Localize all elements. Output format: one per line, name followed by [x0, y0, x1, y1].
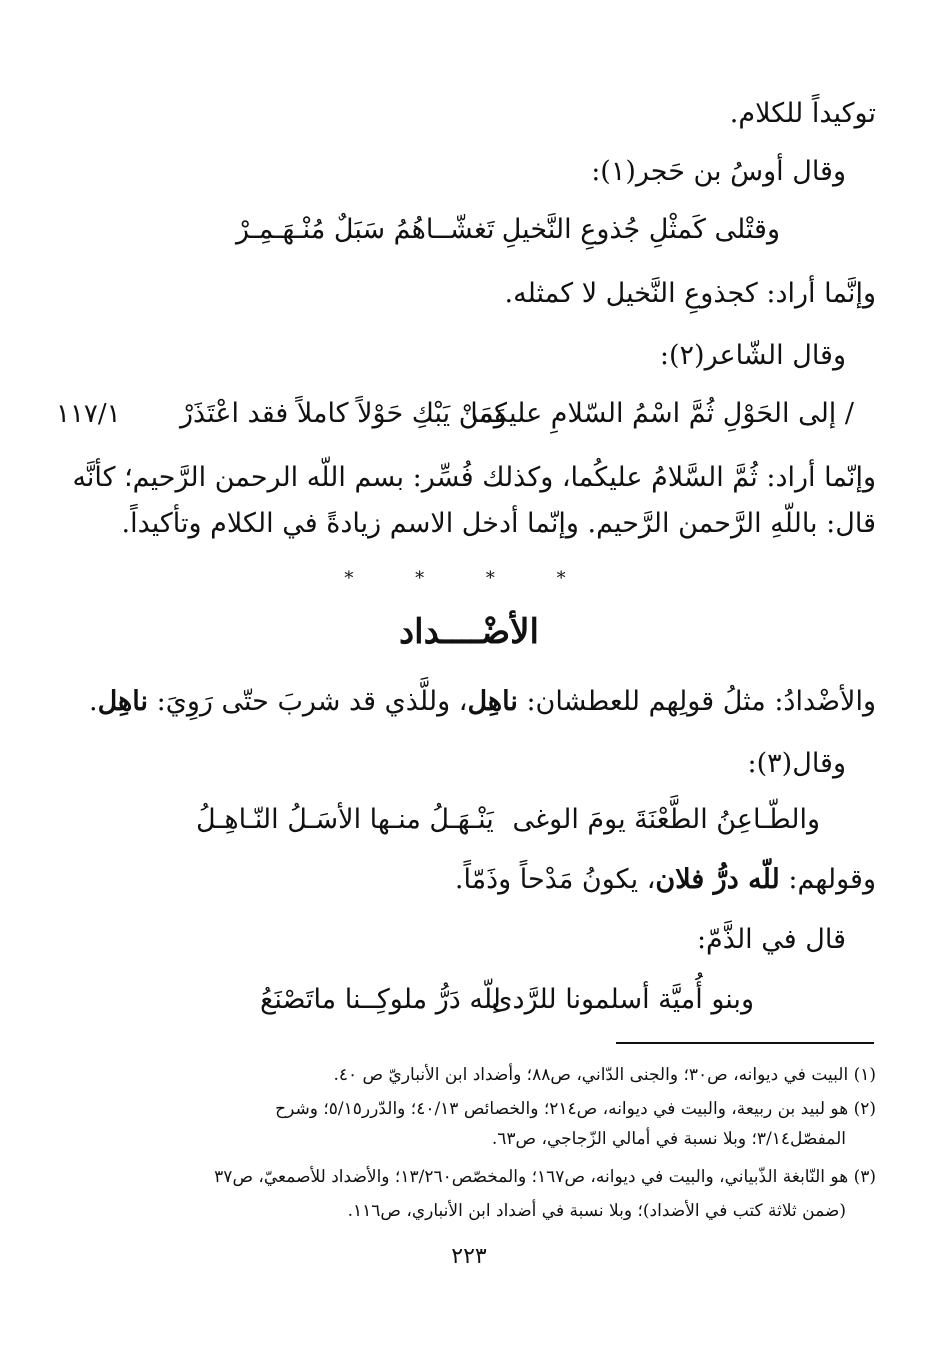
- text-line: وقال الشّاعر(٢):: [659, 340, 846, 371]
- text-line: وإنّما أراد: ثُمَّ السَّلامُ عليكُما، وكذلك فُسِّر: بسم اللّه الرحمن الرَّحيم؛ كأنَّه: [72, 462, 876, 493]
- section-heading: الأضْــــداد: [399, 612, 539, 652]
- text-line: توكيداً للكلام.: [729, 98, 876, 129]
- bold-term: ناهِل: [97, 686, 149, 717]
- verse-hemistich-right: وبنو أُميَّة أسلمونا للرَّدى: [491, 984, 754, 1015]
- text-run: والأضْدادُ: مثلُ قولِهم للعطشان:: [517, 686, 876, 717]
- bold-term: للّه درُّ فلان: [655, 864, 780, 895]
- section-separator: * * * *: [344, 568, 594, 589]
- margin-reference: ١١٧/١: [56, 399, 121, 429]
- text-line: [89, 684, 876, 720]
- text-line: [455, 862, 876, 898]
- footnote: (٣) هو النّابغة الذّبياني، والبيت في ديوانه، ص١٦٧؛ والمخصّص١٣/٢٦٠؛ والأضداد للأصمعيّ، ص٣٧: [214, 1167, 876, 1187]
- verse-hemistich-left: يَنْـهَـلُ منـها الأسَـلُ النّـاهِـلُ: [196, 804, 494, 835]
- text-run: .: [89, 686, 98, 717]
- verse-hemistich-left: وَمَنْ يَبْكِ حَوْلاً كاملاً فقد اعْتَذَرْ: [180, 398, 507, 429]
- text-run: ، وللَّذي قد شربَ حتّى رَوِيَ:: [148, 686, 468, 717]
- text-line: وإنَّما أراد: كجذوعِ النَّخيل لا كمثله.: [504, 278, 876, 309]
- footnote: (٢) هو لبيد بن ربيعة، والبيت في ديوانه، ص٢١٤؛ والخصائص ٤٠/١٣؛ والدّرر٥/١٥؛ وشرح: [275, 1099, 876, 1119]
- verse-hemistich-right: والطّـاعِنُ الطَّعْنَةَ يومَ الوغى: [512, 804, 820, 835]
- footnote-divider: [616, 1042, 874, 1044]
- verse-hemistich-right: / إلى الحَوْلِ ثُمَّ اسْمُ السّلامِ عليكما: [470, 398, 854, 429]
- bold-term: ناهِل: [467, 686, 518, 717]
- text-run: وقولهم:: [779, 864, 876, 895]
- verse-hemistich-left: تَغشّــاهُمُ سَبَلٌ مُنْـهَـمِـرْ: [236, 214, 495, 245]
- footnote: (١) البيت في ديوانه، ص٣٠؛ والجنى الدّاني، ص٨٨؛ وأضداد ابن الأنباريّ ص ٤٠.: [333, 1065, 876, 1085]
- footnote-continuation: المفصّل٣/١٤؛ وبلا نسبة في أمالي الزّجاجي، ص٦٣.: [491, 1129, 846, 1149]
- text-line: قال: باللّهِ الرَّحمن الرَّحيم. وإنّما أدخل الاسم زيادةً في الكلام وتأكيداً.: [121, 508, 876, 539]
- text-run: ، يكونُ مَدْحاً وذَمّاً.: [454, 864, 656, 895]
- verse-hemistich-left: لِلّه دَرُّ ملوكِــنا ماتَصْنَعُ: [260, 984, 501, 1015]
- text-line: قال في الذَّمّ:: [696, 924, 846, 955]
- page-number: ٢٢٣: [451, 1244, 487, 1269]
- text-line: وقال(٣):: [747, 748, 846, 779]
- footnote-continuation: (ضمن ثلاثة كتب في الأضداد)؛ وبلا نسبة في أضداد ابن الأنباري، ص١١٦.: [347, 1201, 846, 1221]
- verse-hemistich-right: وقتْلى كَمثْلِ جُذوعِ النَّخيلِ: [501, 214, 780, 245]
- text-line: وقال أوسُ بن حَجر(١):: [591, 156, 846, 187]
